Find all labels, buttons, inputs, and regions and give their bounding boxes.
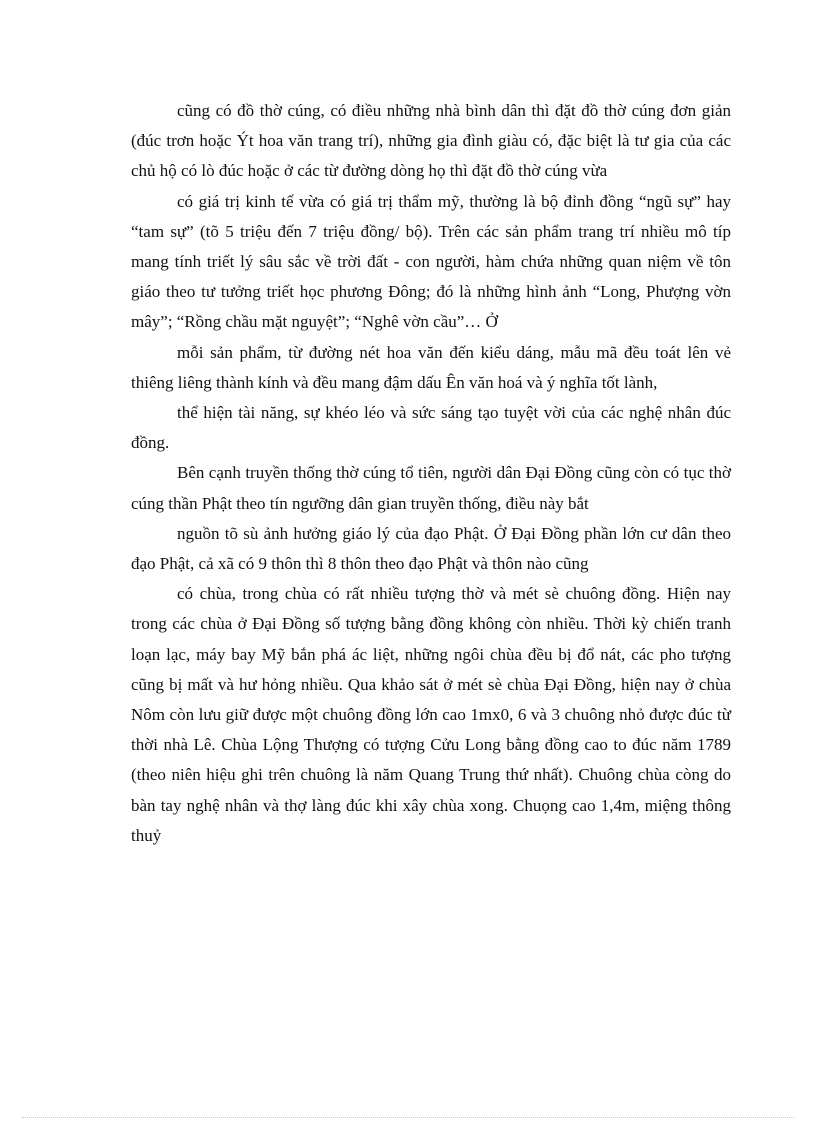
paragraph-6: nguồn tõ sù ảnh hưởng giáo lý của đạo Phật. Ở Đại Đồng phần lớn cư dân theo đạo Phật, cả xã có 9 thôn thì 8 thôn theo đạo Phật và thôn nào cũng (131, 523, 731, 574)
paragraph-5: Bên cạnh truyền thống thờ cúng tổ tiên, người dân Đại Đồng cũng còn có tục thờ cúng thần Phật theo tín ngưỡng dân gian truyền thống, điều này bắt (131, 463, 731, 513)
paragraph-4: thể hiện tài năng, sự khéo léo và sức sáng tạo tuyệt vời của các nghệ nhân đúc đồng. (131, 403, 731, 453)
paragraph-7: có chùa, trong chùa có rất nhiều tượng thờ và mét sè chuông đồng. Hiện nay trong các chùa ở Đại Đồng số tượng bằng đồng không còn nhiều. Thời kỳ chiến tranh loạn lạc, máy bay Mỹ bắn phá ác liệt, những ngôi chùa đều bị đổ nát, các pho tượng cũng bị mất và hư hỏng nhiều. Qua khảo sát ở mét sè chùa Đại Đồng, hiện nay ở chùa Nôm còn lưu giữ được một chuông đồng lớn cao 1mx0, 6 và 3 chuông nhỏ được đúc từ thời nhà Lê. Chùa Lộng Thượng có tượng Cửu Long bằng đồng cao to đúc năm 1789 (theo niên hiệu ghi trên chuông là năm Quang Trung thứ nhất). Chuông chùa còng do bàn tay nghệ nhân và thợ làng đúc khi xây chùa xong. Chuọng cao 1,4m, miệng thông thuỷ (131, 584, 731, 845)
page-bottom-divider (22, 1117, 794, 1118)
body-text (131, 96, 731, 851)
paragraph-3: mỗi sản phẩm, từ đường nét hoa văn đến kiểu dáng, mẫu mã đều toát lên vẻ thiêng liêng thành kính và đều mang đậm dấu Ên văn hoá và ý nghĩa tốt lành, (131, 342, 731, 392)
paragraph-2: có giá trị kinh tế vừa có giá trị thẩm mỹ, thường là bộ đỉnh đồng “ngũ sự” hay “tam sự” (tõ 5 triệu đến 7 triệu đồng/ bộ). Trên các sản phẩm trang trí nhiều mô típ mang tính triết lý sâu sắc về trời đất - con người, hàm chứa những quan niệm về tôn giáo theo tư tưởng triết học phương Đông; đó là những hình ảnh “Long, Phượng vờn mây”; “Rồng chầu mặt nguyệt”; “Nghê vờn cầu”… Ở (131, 191, 731, 332)
paragraph-1: cũng có đồ thờ cúng, có điều những nhà bình dân thì đặt đồ thờ cúng đơn giản (đúc trơn hoặc Ýt hoa văn trang trí), những gia đình giàu có, đặc biệt là tư gia của các chủ hộ có lò đúc hoặc ở các từ đường dòng họ thì đặt đồ thờ cúng vừa (131, 101, 731, 181)
